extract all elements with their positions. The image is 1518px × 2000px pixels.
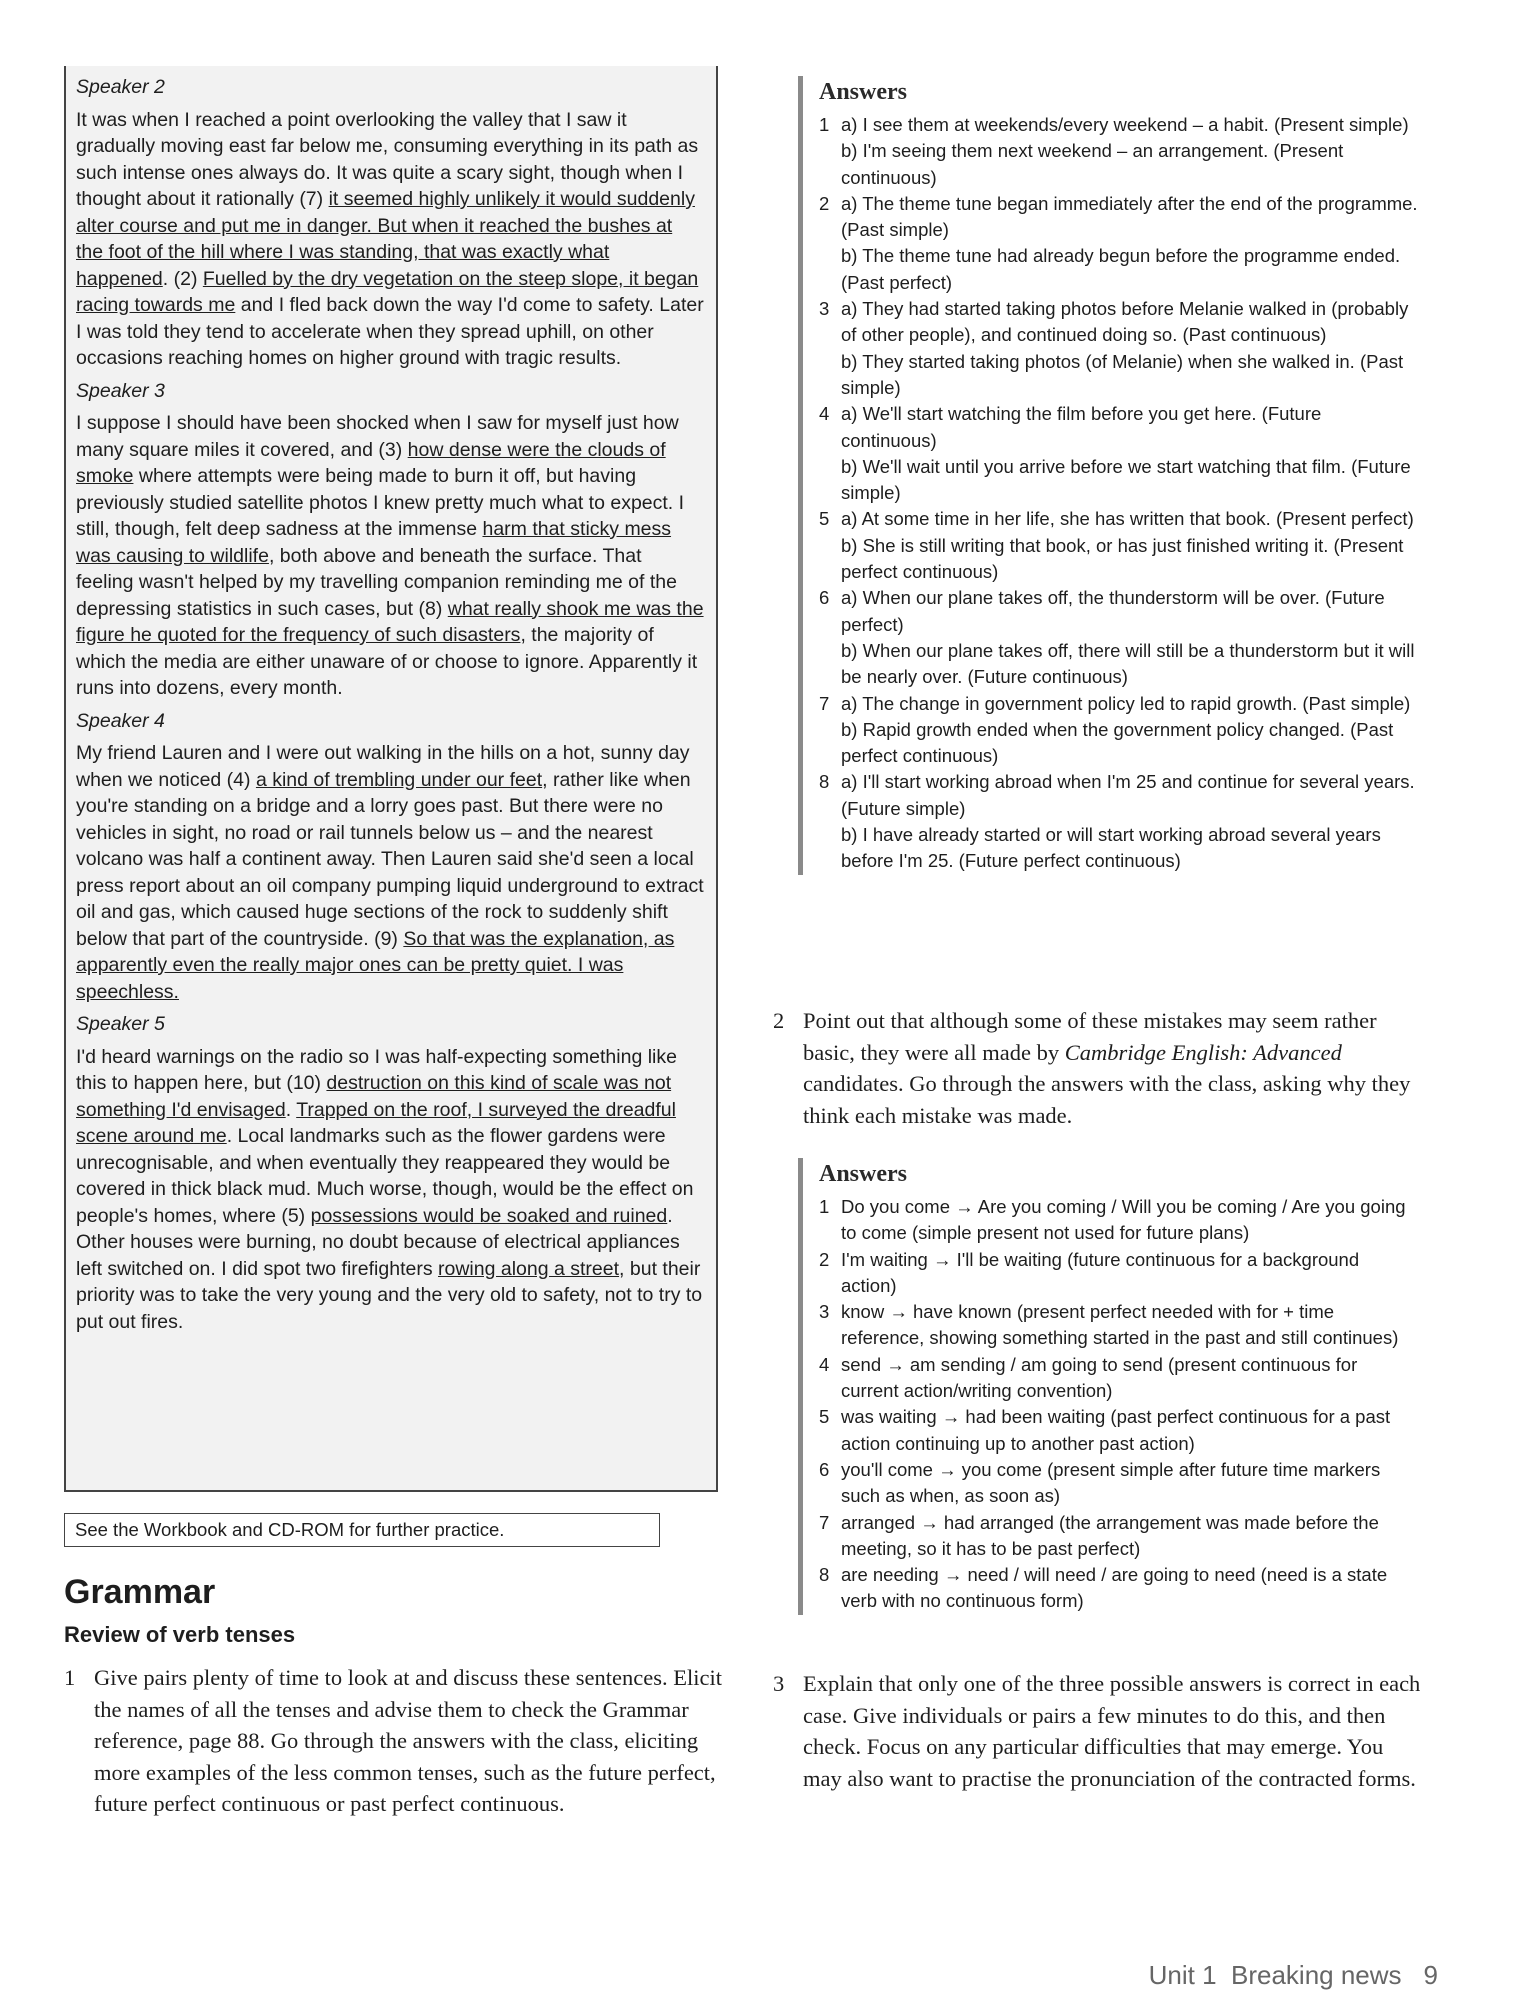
answer-number: 4 <box>819 403 830 425</box>
answer-part-b: b) The theme tune had already begun before the programme ended. (Past perfect) <box>841 245 1401 293</box>
answer-part-a: a) I'll start working abroad when I'm 25 and continue for several years. (Future simple) <box>841 771 1415 819</box>
answer-part-b: b) I'm seeing them next weekend – an arrangement. (Present continuous) <box>841 140 1344 188</box>
answer-part-b: b) Rapid growth ended when the government policy changed. (Past perfect continuous) <box>841 718 1394 767</box>
paragraph-text: Explain that only one of the three possible answers is correct in each case. Give individuals or pairs a few minutes to do this, and then check. Focus on any particular difficulties that may emerge. You may also want to practise the pronunciation of the contracted forms. <box>803 1671 1421 1791</box>
answer-part-a: a) We'll start watching the film before you get here. (Future continuous) <box>841 403 1322 451</box>
answer-number: 3 <box>819 1301 830 1323</box>
answers-list <box>819 1194 1418 1615</box>
answer-item <box>819 1404 1418 1457</box>
workbook-note-box: See the Workbook and CD-ROM for further practice. <box>64 1513 660 1547</box>
paragraph-text: Point out that although some of these mistakes may seem rather basic, they were all made by Cambridge English: Advanced candidates. Go through the answers with the class, asking why they think each mistake was made. <box>803 1008 1411 1128</box>
answer-part-b: b) We'll wait until you arrive before we start watching that film. (Future simple) <box>841 455 1411 504</box>
speaker-4-text: My friend Lauren and I were out walking in the hills on a hot, sunny day when we noticed (4) a kind of trembling under our feet, rather like when you're standing on a bridge and a lorry goes past. But there were no vehicles in sight, no road or rail tunnels below us – and the nearest volcano was half a continent away. Then Lauren said she'd seen a local press report about an oil company pumping liquid underground to extract oil and gas, which caused huge sections of the rock to suddenly shift below that part of the countryside. (9) So that was the explanation, as apparently even the really major ones can be pretty quiet. I was speechless. <box>76 742 704 1003</box>
paragraph-number: 1 <box>64 1665 76 1690</box>
answer-number: 5 <box>819 1406 830 1428</box>
answer-number: 5 <box>819 508 830 530</box>
answers-heading: Answers <box>819 1161 907 1187</box>
answer-number: 1 <box>819 114 830 135</box>
audio-transcript-box <box>64 66 718 1492</box>
answer-text: Do you come → Are you coming / Will you be coming / Are you going to come (simple present not used for future plans) <box>841 1196 1406 1244</box>
page-footer <box>1149 1960 1438 1991</box>
answer-number: 2 <box>819 192 830 214</box>
paragraph-number: 3 <box>773 1671 785 1696</box>
answer-number: 7 <box>819 692 830 714</box>
answer-number: 1 <box>819 1196 830 1217</box>
answer-part-b: b) She is still writing that book, or has just finished writing it. (Present perfect continuous) <box>841 534 1404 583</box>
speaker-4-label: Speaker 4 <box>76 709 165 732</box>
answer-number: 8 <box>819 1564 830 1586</box>
answer-part-a: a) The theme tune began immediately after the end of the programme. (Past simple) <box>841 192 1418 241</box>
answer-part-b: b) I have already started or will start working abroad several years before I'm 25. (Future perfect continuous) <box>841 824 1381 872</box>
answer-part-a: a) When our plane takes off, the thunderstorm will be over. (Future perfect) <box>841 587 1385 635</box>
speaker-2-label: Speaker 2 <box>76 76 165 98</box>
answer-number: 4 <box>819 1353 830 1375</box>
instruction-paragraph-2 <box>773 1005 1433 1135</box>
footer-unit-title: Unit 1 Breaking news <box>1148 1960 1402 1990</box>
answer-item <box>819 585 1418 690</box>
answer-item <box>819 769 1418 874</box>
answer-item <box>819 1352 1418 1405</box>
answer-part-b: b) They started taking photos (of Melanie) when she walked in. (Past simple) <box>841 350 1404 398</box>
answer-part-a: a) The change in government policy led to rapid growth. (Past simple) <box>841 692 1411 714</box>
answer-item <box>819 691 1418 770</box>
instruction-paragraph-3 <box>773 1668 1433 1828</box>
answer-number: 6 <box>819 1458 830 1480</box>
instruction-paragraph-1 <box>64 1662 724 1862</box>
answer-item <box>819 1299 1418 1352</box>
speaker-2-text: It was when I reached a point overlooking the valley that I saw it gradually moving east far below me, consuming everything in its path as such intense ones always do. It was quite a scary sight, though when I thought about it rationally (7) it seemed highly unlikely it would suddenly alter course and put me in danger. But when it reached the bushes at the foot of the hill where I was standing, that was exactly what happened. (2) Fuelled by the dry vegetation on the steep slope, it began racing towards me and I fled back down the way I'd come to safety. Later I was told they tend to accelerate when they spread uphill, on other occasions reaching homes on higher ground with tragic results. <box>76 108 704 369</box>
answers-list <box>819 112 1418 875</box>
answer-item <box>819 506 1418 585</box>
answers-heading: Answers <box>819 79 907 105</box>
answer-item <box>819 401 1418 506</box>
answers-panel-1 <box>798 76 1418 875</box>
answer-number: 6 <box>819 587 830 609</box>
answer-item <box>819 1510 1418 1563</box>
answer-item <box>819 296 1418 401</box>
section-subtitle: Review of verb tenses <box>64 1622 296 1647</box>
answer-text: arranged → had arranged (the arrangement was made before the meeting, so it has to be past perfect) <box>841 1511 1379 1559</box>
answer-text: you'll come → you come (present simple after future time markers such as when, as soon as) <box>841 1458 1381 1507</box>
answer-part-a: a) At some time in her life, she has written that book. (Present perfect) <box>841 508 1414 530</box>
answer-item <box>819 1562 1418 1615</box>
speaker-5-text: I'd heard warnings on the radio so I was half-expecting something like this to happen here, but (10) destruction on this kind of scale was not something I'd envisaged. Trapped on the roof, I surveyed the dreadful scene around me. Local landmarks such as the flower gardens were unrecognisable, and when eventually they reappeared they would be covered in thick black mud. Much worse, though, would be the effect on people's homes, where (5) possessions would be soaked and ruined. Other houses were burning, no doubt because of electrical appliances left switched on. I did spot two firefighters rowing along a street, but their priority was to take the very young and the very old to safety, not to try to put out fires. <box>76 1045 703 1333</box>
answer-part-a: a) I see them at weekends/every weekend – a habit. (Present simple) <box>841 114 1409 135</box>
answer-number: 7 <box>819 1511 830 1533</box>
answer-number: 3 <box>819 298 830 320</box>
speaker-5-label: Speaker 5 <box>76 1013 165 1035</box>
answer-number: 2 <box>819 1248 830 1270</box>
answer-part-a: a) They had started taking photos before Melanie walked in (probably of other people), and continued doing so. (Past continuous) <box>841 298 1409 346</box>
speaker-3-text: I suppose I should have been shocked when I saw for myself just how many square miles it covered, and (3) how dense were the clouds of smoke where attempts were being made to burn it off, but having previously studied satellite photos I knew pretty much what to expect. I still, though, felt deep sadness at the immense harm that sticky mess was causing to wildlife, both above and beneath the surface. That feeling wasn't helped by my travelling companion reminding me of the depressing statistics in such cases, but (8) what really shook me was the figure he quoted for the frequency of such disasters, the majority of which the media are either unaware of or choose to ignore. Apparently it runs into dozens, every month. <box>76 412 704 699</box>
answer-text: send → am sending / am going to send (present continuous for current action/writing convention) <box>841 1353 1358 1402</box>
answer-text: are needing → need / will need / are going to need (need is a state verb with no continuous form) <box>841 1564 1388 1612</box>
answers-panel-2 <box>798 1158 1418 1615</box>
answer-item <box>819 1247 1418 1300</box>
answer-item <box>819 191 1418 296</box>
answer-item <box>819 1194 1418 1247</box>
page-number: 9 <box>1423 1960 1438 1990</box>
answer-text: I'm waiting → I'll be waiting (future continuous for a background action) <box>841 1248 1360 1296</box>
answer-item <box>819 1457 1418 1510</box>
section-title: Grammar <box>64 1573 216 1611</box>
answer-text: know → have known (present perfect needed with for + time reference, showing something started in the past and still continues) <box>841 1301 1399 1349</box>
answer-part-b: b) When our plane takes off, there will still be a thunderstorm but it will be nearly over. (Future continuous) <box>841 639 1415 688</box>
answer-item <box>819 112 1418 191</box>
speaker-3-label: Speaker 3 <box>76 379 165 402</box>
paragraph-text: Give pairs plenty of time to look at and discuss these sentences. Elicit the names of all the tenses and advise them to check the Grammar reference, page 88. Go through the answers with the class, eliciting more examples of the less common tenses, such as the future perfect, future perfect continuous or past perfect continuous. <box>94 1665 722 1816</box>
answer-text: was waiting → had been waiting (past perfect continuous for a past action continuing up to another past action) <box>841 1406 1391 1454</box>
answer-number: 8 <box>819 771 830 793</box>
paragraph-number: 2 <box>773 1008 785 1033</box>
